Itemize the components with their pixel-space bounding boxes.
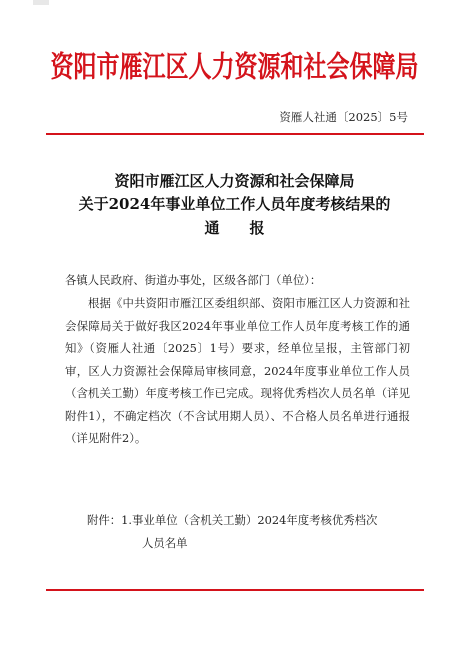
title-line-1: 资阳市雁江区人力资源和社会保障局 — [114, 172, 355, 190]
scan-mark — [33, 0, 49, 5]
title-line-3 — [0, 217, 469, 238]
org-header: 资阳市雁江区人力资源和社会保障局 — [50, 50, 419, 84]
attachment-line: 附件：1.事业单位（含机关工勤）2024年度考核优秀档次 — [87, 513, 378, 527]
salutation: 各镇人民政府、街道办事处，区级各部门（单位）： — [65, 273, 322, 287]
title-word-tong: 通 — [204, 219, 220, 237]
attachment-continuation: 人员名单 — [142, 536, 188, 550]
title-line-2: 关于2024年事业单位工作人员年度考核结果的 — [78, 195, 391, 213]
document-number: 资雁人社通〔2025〕5号 — [279, 110, 408, 124]
footer-red-rule — [46, 589, 424, 591]
body-paragraph: 根据《中共资阳市雁江区委组织部、资阳市雁江区人力资源和社会保障局关于做好我区2024年事业单位工作人员年度考核工作的通知》（资雁人社通〔2025〕1号）要求，经单位呈报，主管部门初审，区人力资源社会保障局审核同意，2024年度事业单位工作人员（含机关工勤）年度考核工作已完成。现将优秀档次人员名单（详见附件1），不确定档次（不含试用期人员）、不合格人员名单进行通报（详见附件2）。 — [65, 296, 410, 445]
title-word-bao: 报 — [249, 219, 265, 237]
header-red-rule — [46, 133, 424, 135]
